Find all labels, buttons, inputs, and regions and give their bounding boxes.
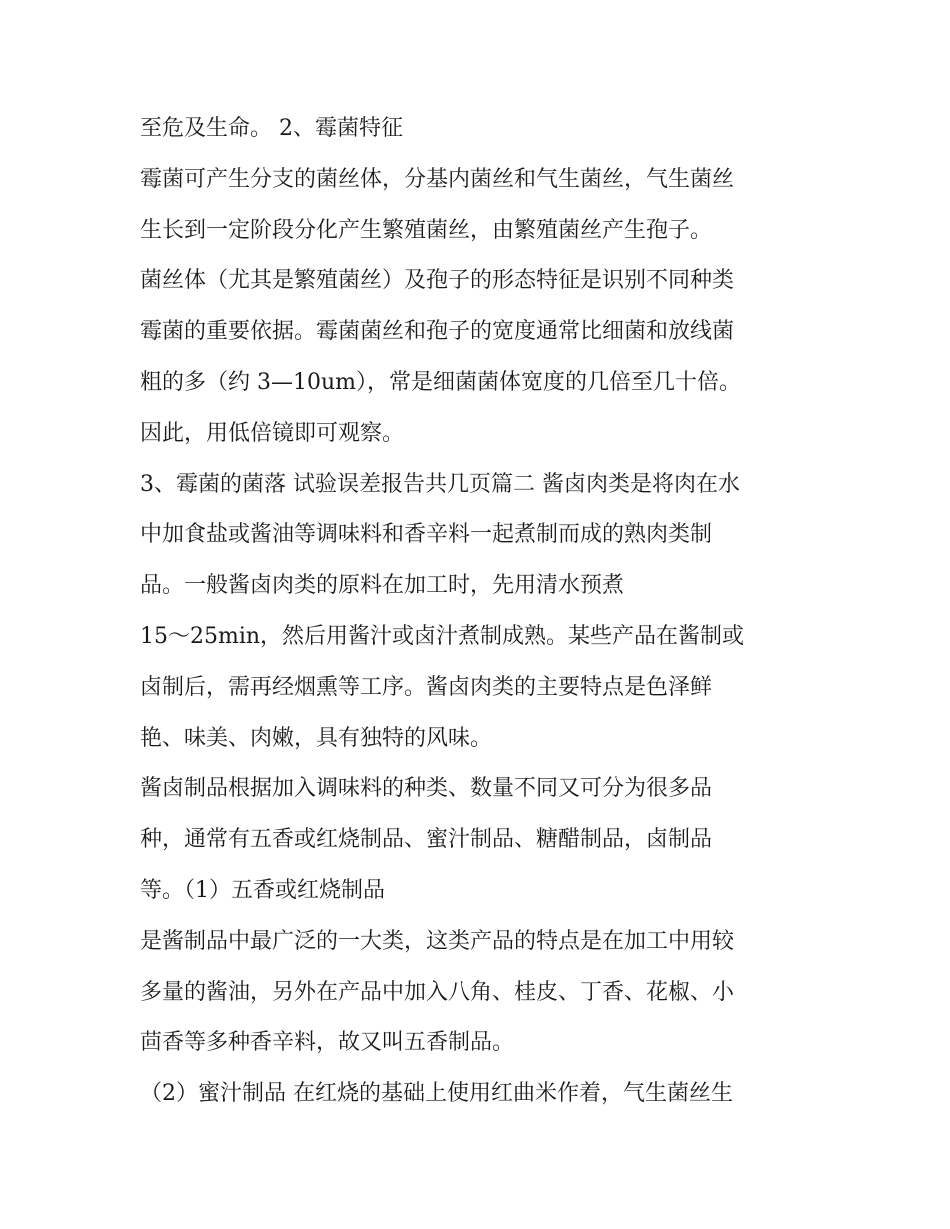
text-line: 等。（1）五香或红烧制品 <box>140 877 385 903</box>
text-line: 是酱制品中最广泛的一大类，这类产品的特点是在加工中用较 <box>140 928 735 954</box>
text-line: 多量的酱油，另外在产品中加入八角、桂皮、丁香、花椒、小 <box>140 979 735 1005</box>
text-line: （2）蜜汁制品 在红烧的基础上使用红曲米作着，气生菌丝生 <box>140 1081 733 1107</box>
text-line: 因此，用低倍镜即可观察。 <box>140 420 405 446</box>
text-line: 霉菌的重要依据。霉菌菌丝和孢子的宽度通常比细菌和放线菌 <box>140 319 735 345</box>
text-line: 菌丝体（尤其是繁殖菌丝）及孢子的形态特征是识别不同种类 <box>140 268 735 294</box>
text-line: 种，通常有五香或红烧制品、蜜汁制品、糖醋制品，卤制品 <box>140 827 713 853</box>
text-line: 15～25min，然后用酱汁或卤汁煮制成熟。某些产品在酱制或 <box>140 623 745 649</box>
text-line: 酱卤制品根据加入调味料的种类、数量不同又可分为很多品 <box>140 776 713 802</box>
text-line: 艳、味美、肉嫩，具有独特的风味。 <box>140 725 493 751</box>
text-line: 霉菌可产生分支的菌丝体，分基内菌丝和气生菌丝，气生菌丝 <box>140 166 735 192</box>
text-line: 卤制后，需再经烟熏等工序。酱卤肉类的主要特点是色泽鲜 <box>140 674 713 700</box>
text-line: 茴香等多种香辛料，故又叫五香制品。 <box>140 1030 515 1056</box>
text-line: 粗的多（约 3—10um），常是细菌菌体宽度的几倍至几十倍。 <box>140 369 742 395</box>
text-line: 生长到一定阶段分化产生繁殖菌丝，由繁殖菌丝产生孢子。 <box>140 217 713 243</box>
body-text <box>140 107 830 1123</box>
text-line: 3、霉菌的菌落 试验误差报告共几页篇二 酱卤肉类是将肉在水 <box>140 471 740 497</box>
text-line: 中加食盐或酱油等调味料和香辛料一起煮制而成的熟肉类制 <box>140 522 713 548</box>
text-line: 品。一般酱卤肉类的原料在加工时，先用清水预煮 <box>140 573 625 599</box>
text-line: 至危及生命。 2、霉菌特征 <box>140 116 403 141</box>
